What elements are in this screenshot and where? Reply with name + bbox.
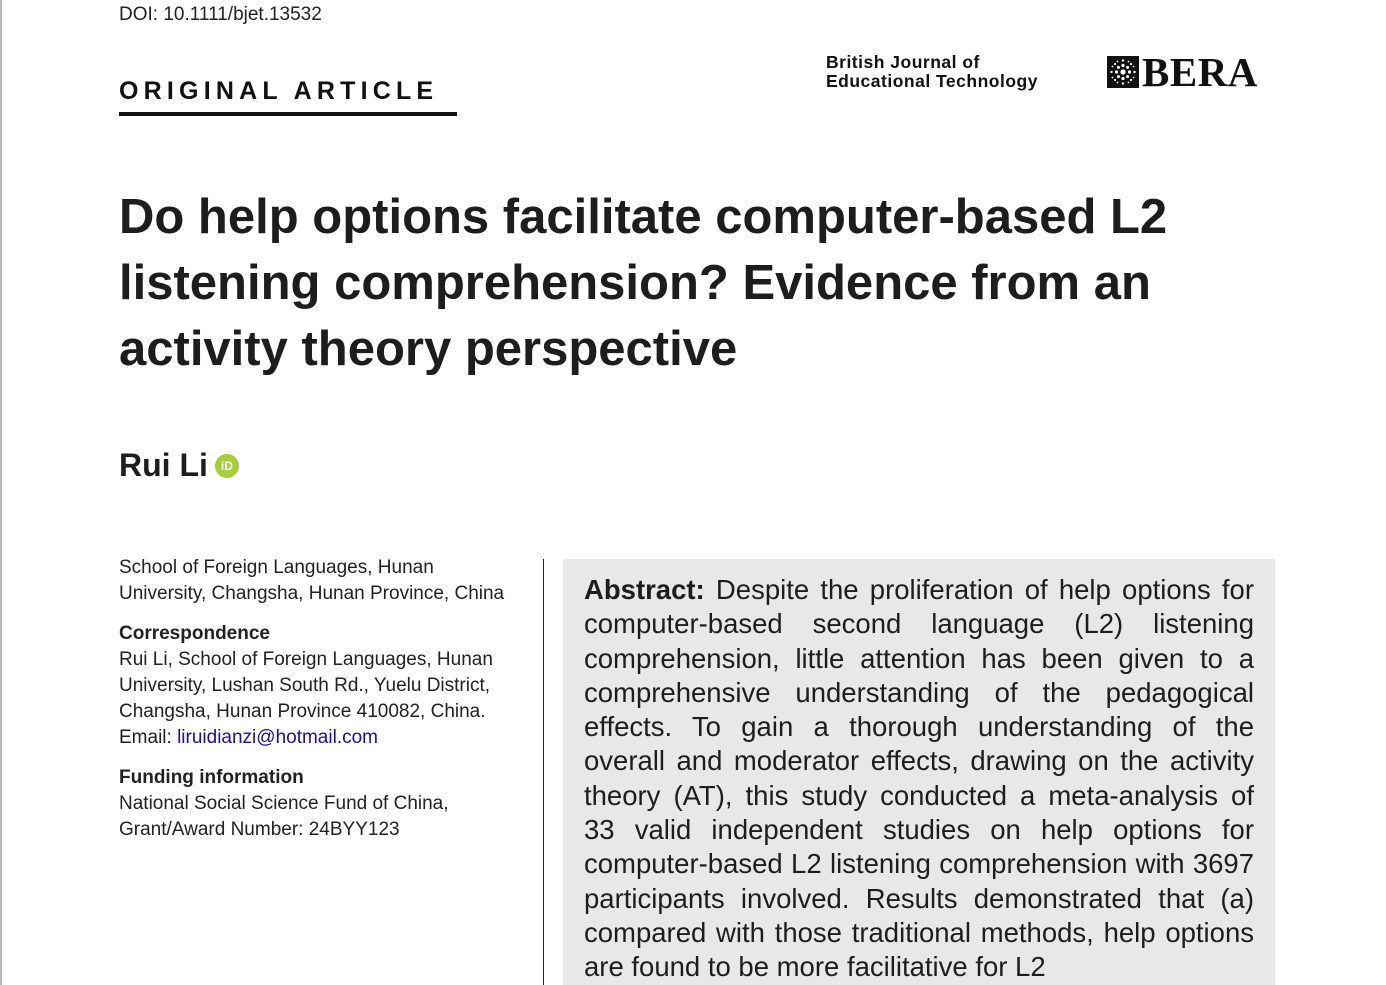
column-divider (543, 559, 544, 985)
abstract-label: Abstract: (584, 574, 705, 605)
correspondence-text (119, 647, 519, 751)
paper-title: Do help options facilitate computer-based L2 listening comprehension? Evidence from an activity theory perspective (119, 190, 1168, 376)
doi-text[interactable]: DOI: 10.1111/bjet.13532 (119, 4, 322, 25)
bera-logo (1107, 49, 1258, 95)
author-info-sidebar (119, 555, 519, 843)
article-type-label: ORIGINAL ARTICLE (119, 77, 439, 105)
journal-name-line-2: Educational Technology (826, 71, 1038, 91)
abstract-paragraph (563, 559, 1275, 985)
correspondence-heading: Correspondence (119, 623, 270, 644)
author-line (119, 447, 239, 484)
journal-name-line-1: British Journal of (826, 52, 980, 72)
affiliation: School of Foreign Languages, Hunan University, Changsha, Hunan Province, China (119, 557, 505, 604)
orcid-icon[interactable]: iD (215, 454, 239, 478)
email-label: Email: (119, 727, 178, 748)
funding-heading: Funding information (119, 767, 304, 788)
funding-text: National Social Science Fund of China, Grant/Award Number: 24BYY123 (119, 793, 449, 840)
correspondence-address: Rui Li, School of Foreign Languages, Hunan University, Lushan South Rd., Yuelu District, Changsha, Hunan Province 410082, China. (119, 649, 493, 722)
page-edge (0, 0, 2, 985)
bera-wordmark: BERA (1142, 49, 1258, 95)
journal-name (826, 53, 1038, 91)
author-name[interactable]: Rui Li (119, 447, 208, 483)
bera-emblem-icon (1107, 56, 1139, 88)
email-link[interactable]: liruidianzi@hotmail.com (177, 727, 378, 748)
abstract-box (563, 559, 1275, 985)
article-type-underline (119, 112, 457, 116)
abstract-body: Despite the proliferation of help options for computer-based second language (L2) listening comprehension, little attention has been given to a comprehensive understanding of the pedagogical effects. To gain a thorough understanding of the overall and moderator effects, drawing on the activity theory (AT), this study conducted a meta-analysis of 33 valid independent studies on help options for computer-based L2 listening comprehension with 3697 participants involved. Results demonstrated that (a) compared with those traditional methods, help options are found to be more facilitative for L2 (584, 574, 1254, 983)
